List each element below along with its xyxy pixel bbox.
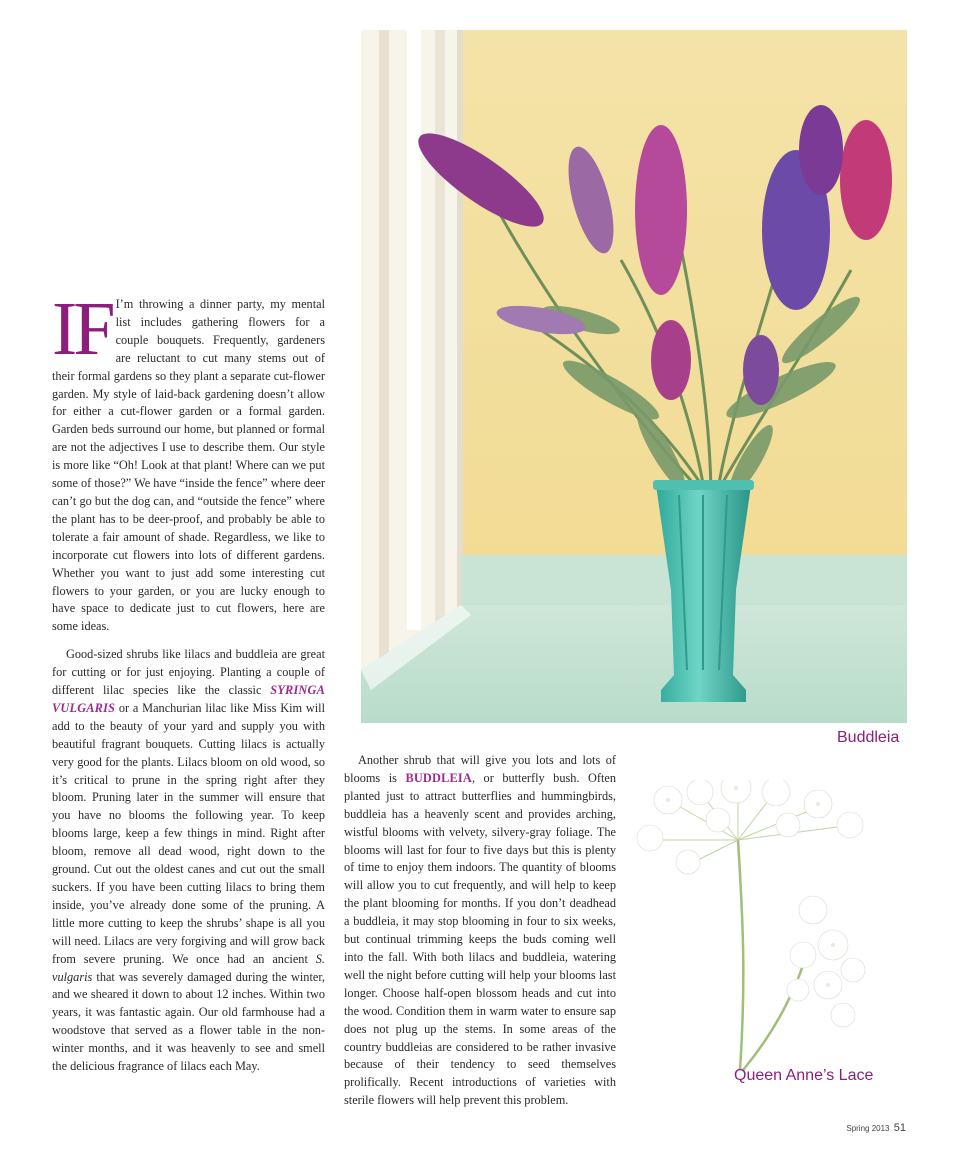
paragraph-buddleia: [344, 752, 616, 1110]
highlight-buddleia: BUDDLEIA: [405, 770, 472, 785]
paragraph-intro: [52, 287, 325, 636]
lilacs-text-a: Good-sized shrubs like lilacs and buddleia are great for cutting or for just enjoying. Planting a couple of different lilac species like the classic: [52, 647, 325, 698]
highlight-syringa-vulgaris: SYRINGA VULGARIS: [52, 683, 325, 715]
issue-label: Spring 2013: [846, 1124, 890, 1133]
page-footer: [846, 1122, 906, 1134]
page-number: 51: [893, 1122, 906, 1134]
drop-cap: IF: [52, 287, 112, 371]
article-column-2: [344, 752, 616, 1110]
caption-buddleia: Buddleia: [837, 729, 900, 746]
lilacs-text-b: or a Manchurian lilac like Miss Kim will add to the beauty of your yard and supply you with beautiful fragrant bouquets. Cutting lilacs is actually very good for the plants. Lilacs bloom on old wood, so it’s critical to prune in the spring right after they bloom. Pruning later in the summer will ensure that you have no blooms the following year. To keep blooms large, keep a few things in mind. Right after bloom, remove all dead wood, right down to the ground. Cut out the oldest canes and cut out the small suckers. If you have been cutting lilacs to bring them inside, you’ve already done some of the pruning. A little more cutting to keep the shrubs’ shape is all you will need. Lilacs are very forgiving and will grow back from severe pruning. We once had an ancient: [52, 700, 325, 966]
queen-annes-lace-photo: [628, 780, 878, 1080]
lilacs-text-c: that was severely damaged during the winter, and we sheared it down to about 12 inches. Within two years, it was fantastic again. Our old farmhouse had a woodstove that served as a flower table in the non-winter months, and it was heavenly to see and smell the delicious fragrance of lilacs each May.: [52, 969, 325, 1074]
buddleia-text-b: , or butterfly bush. Often planted just to attract butterflies and hummingbirds, buddleia has a heavenly scent and provides arching, wistful blooms with velvety, silvery-gray foliage. The blooms will last for four to five days but this is plenty of time to enjoy them indoors. The quantity of blooms will allow you to cut frequently, and will help to keep the plant blooming for months. If you don’t deadhead a buddleia, it may stop blooming in four to six weeks, but continual trimming keeps the buds coming well into the fall. With both lilacs and buddleia, watering well the night before cutting will help your blooms last longer. Choose half-open blossom heads and cut into the wood. Condition them in warm water to ensure sap does not plug up the stems. In some areas of the country buddleias are considered to be rather invasive because of their tendency to seed themselves prolifically. Recent introductions of varieties with sterile flowers will help prevent this problem.: [344, 770, 616, 1108]
buddleia-vase-illustration: [361, 30, 907, 723]
buddleia-text-a: Another shrub that will give you lots and lots of blooms is: [344, 753, 616, 785]
intro-text: I’m throwing a dinner party, my mental list includes gathering flowers for a couple bouquets. Frequently, gardeners are reluctant to cut many stems out of their formal gardens so they plant a separate cut-flower garden. My style of laid-back gardening doesn’t allow for either a cut-flower garden or a formal garden. Garden beds surround our home, but planned or formal are not the adjectives I use to describe them. Our style is more like “Oh! Look at that plant! Where can we put some of those?” We have “inside the fence” where deer can’t go but the dog can, and “outside the fence” where the plant has to be deer-proof, and probably be able to tolerate a fair amount of shade. Regardless, we like to incorporate cut flowers into lots of different gardens. Whether you want to just add some interesting cut flowers to your garden, or you are lucky enough to have space to dedicate just to cut flowers, here are some ideas.: [52, 297, 325, 634]
caption-queen-annes-lace: Queen Anne’s Lace: [734, 1067, 874, 1084]
italic-s-vulgaris: S. vulgaris: [52, 951, 325, 984]
paragraph-lilacs: [52, 646, 325, 1076]
buddleia-photo: [361, 30, 907, 723]
article-column-1: [52, 287, 325, 1076]
